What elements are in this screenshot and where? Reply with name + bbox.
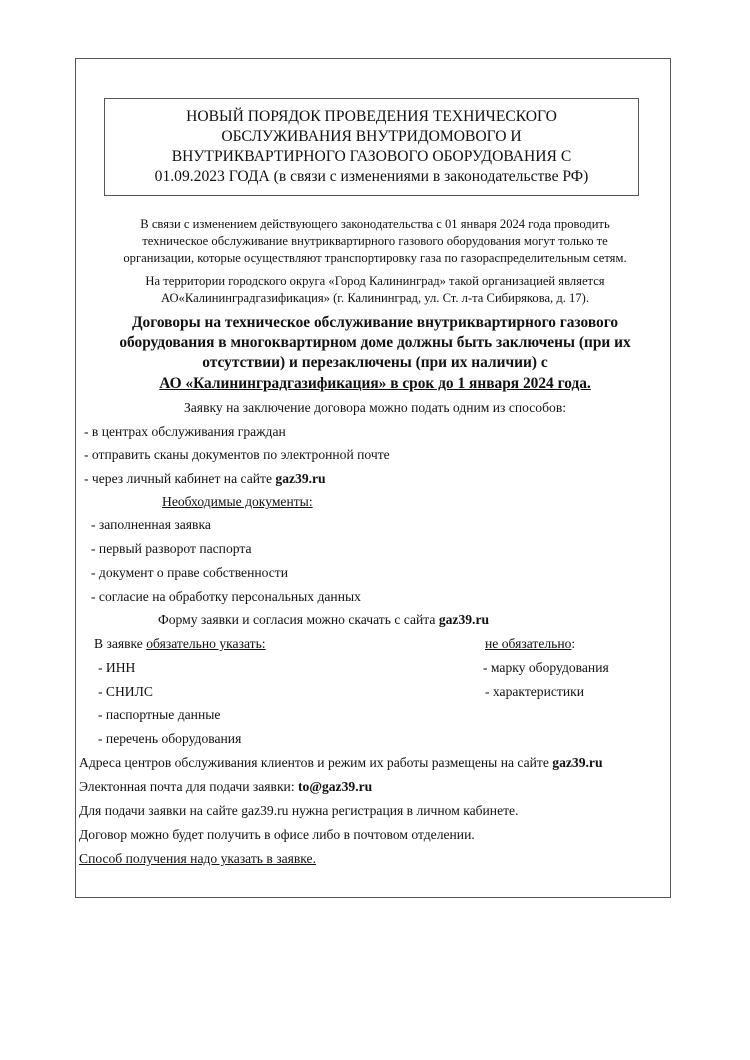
doc-4: - согласие на обработку персональных данных <box>91 589 361 604</box>
required-item-3: - паспортные данные <box>98 707 221 722</box>
title-line-3: ВНУТРИКВАРТИРНОГО ГАЗОВОГО ОБОРУДОВАНИЯ С <box>171 148 572 165</box>
optional-item-1: - марку оборудования <box>483 660 609 675</box>
contracts-line-2: оборудования в многоквартирном доме должны быть заключены (при их <box>119 334 631 351</box>
method-1: - в центрах обслуживания граждан <box>84 424 286 439</box>
doc-3: - документ о праве собственности <box>91 565 289 580</box>
addresses-text: Адреса центров обслуживания клиентов и режим их работы размещены на сайте <box>79 755 553 770</box>
required-heading <box>94 636 266 652</box>
required-item-1: - ИНН <box>98 660 136 675</box>
form-download <box>158 612 489 628</box>
pickup-line: Договор можно будет получить в офисе либо в почтовом отделении. <box>79 827 475 842</box>
addresses-site-link[interactable]: gaz39.ru <box>552 755 603 770</box>
doc-2: - первый разворот паспорта <box>91 541 252 556</box>
territory-line-2: АО«Калининградгазификация» (г. Калининград, ул. Ст. л-та Сибирякова, д. 17). <box>160 291 589 305</box>
intro-line-1: В связи с изменением действующего законодательства с 01 января 2024 года проводить <box>140 217 610 231</box>
email-text: Электонная почта для подачи заявки: <box>79 779 298 794</box>
contracts-line-3: отсутствии) и перезаключены (при их наличии) с <box>202 354 548 371</box>
required-item-2: - СНИЛС <box>98 684 153 699</box>
contracts-line-1: Договоры на техническое обслуживание внутриквартирного газового <box>131 314 619 331</box>
method-2: - отправить сканы документов по электронной почте <box>84 447 390 462</box>
intro-line-2: техническое обслуживание внутриквартирного газового оборудования могут только те <box>142 234 608 248</box>
optional-heading <box>485 636 575 652</box>
email-line <box>79 779 372 795</box>
form-download-text: Форму заявки и согласия можно скачать с сайта <box>158 612 439 627</box>
title-line-2: ОБСЛУЖИВАНИЯ ВНУТРИДОМОВОГО И <box>221 128 522 145</box>
optional-item-2: - характеристики <box>485 684 585 699</box>
title-box <box>104 98 639 196</box>
site-link[interactable]: gaz39.ru <box>275 471 326 486</box>
contracts-line-4: АО «Калининградгазификация» в срок до 1 января 2024 года. <box>159 375 591 392</box>
methods-intro: Заявку на заключение договора можно подать одним из способов: <box>183 400 567 415</box>
email-link[interactable]: to@gaz39.ru <box>298 779 373 794</box>
required-prefix: В заявке <box>94 636 147 651</box>
registration-line: Для подачи заявки на сайте gaz39.ru нужна регистрация в личном кабинете. <box>79 803 519 818</box>
optional-label: не обязательно <box>485 636 572 651</box>
required-label: обязательно указать: <box>146 636 266 651</box>
title-line-4: 01.09.2023 ГОДА (в связи с изменениями в законодательстве РФ) <box>154 168 589 185</box>
intro-line-3: организации, которые осуществляют транспортировку газа по газораспределительным сетям. <box>123 251 627 265</box>
method-note: Способ получения надо указать в заявке. <box>79 851 316 866</box>
method-3 <box>84 471 326 487</box>
docs-heading: Необходимые документы: <box>162 494 313 509</box>
method-3-text: - через личный кабинет на сайте <box>84 471 276 486</box>
required-item-4: - перечень оборудования <box>98 731 242 746</box>
optional-colon: : <box>571 636 576 651</box>
territory-line-1: На территории городского округа «Город Калининград» такой организацией является <box>145 274 605 288</box>
title-line-1: НОВЫЙ ПОРЯДОК ПРОВЕДЕНИЯ ТЕХНИЧЕСКОГО <box>186 108 557 125</box>
addresses-line <box>79 755 603 771</box>
form-site-link[interactable]: gaz39.ru <box>438 612 490 627</box>
doc-1: - заполненная заявка <box>91 517 211 532</box>
